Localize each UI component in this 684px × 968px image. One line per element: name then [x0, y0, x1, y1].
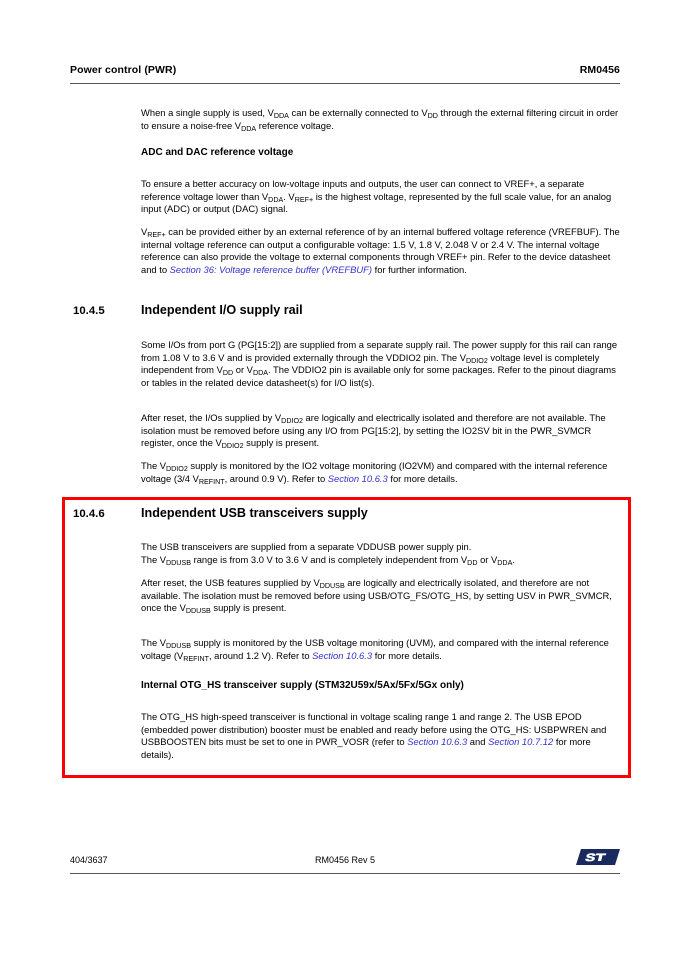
text-run: can be externally connected to V	[288, 107, 428, 119]
text-run: supply is present.	[243, 437, 320, 449]
text-run: voltage level is completely independent from V	[141, 351, 600, 376]
section-title: Independent USB transceivers supply	[141, 506, 368, 520]
text-run: and	[467, 736, 489, 748]
link-section-36-vrefbuf[interactable]: Section 36: Voltage reference buffer (VREFBUF)	[169, 263, 373, 275]
text-run: After reset, the USB features supplied by V	[141, 577, 320, 589]
paragraph-io-monitoring	[141, 460, 620, 485]
subscript: DDIO2	[221, 442, 244, 451]
text-run: . V	[283, 190, 295, 202]
subscript: DDA	[497, 558, 513, 567]
paragraph-vrefbuf	[141, 226, 620, 276]
text-run: supply is present.	[210, 602, 287, 614]
subscript: DDA	[273, 112, 289, 121]
heading-adc-dac-reference-voltage: ADC and DAC reference voltage	[141, 147, 294, 158]
subscript: DDIO2	[281, 417, 303, 426]
paragraph-usb-monitoring	[141, 637, 620, 662]
text-run: , around 0.9 V). Refer to	[224, 472, 328, 484]
link-section-10-7-12[interactable]: Section 10.7.12	[488, 736, 554, 748]
text-run: are logically and electrically isolated, and therefore are not available. The isolation must be removed before using USB/OTG_FS/OTG_HS, by setting USV in PWR_SVMCR, once the V	[141, 577, 612, 614]
text-run: or V	[477, 553, 498, 565]
text-run: for more details.	[372, 649, 442, 661]
header-chapter-title: Power control (PWR)	[70, 64, 177, 76]
text-run: , around 1.2 V). Refer to	[208, 649, 313, 661]
footer-document-revision: RM0456 Rev 5	[314, 855, 376, 865]
subscript: DDIO2	[166, 465, 188, 474]
subscript: DD	[467, 558, 478, 567]
text-run: To ensure a better accuracy on low-voltage inputs and outputs, the user can connect to VREF+, a separate reference voltage lower than V	[141, 178, 585, 202]
text-run: . The VDDIO2 pin is available only for some packages. Refer to the pinout diagrams or tables in the related device datasheet(s) for I/O list(s).	[141, 364, 616, 388]
text-run: for more details).	[141, 736, 591, 760]
link-section-10-6-3[interactable]: Section 10.6.3	[407, 736, 468, 748]
subscript: REFINT	[183, 654, 209, 663]
paragraph-io-supply-rail	[141, 339, 620, 389]
text-run: can be provided either by an external reference of by an internal buffered voltage reference (VREFBUF). The internal voltage reference can output a configurable voltage: 1.5 V, 1.8 V, 2.048 V or 2.4 V. The internal voltage reference can also provide the voltage to external components through VREF+ pin. Refer to the device datasheet and to	[141, 226, 620, 275]
subscript: DDA	[241, 124, 257, 133]
subscript: DDUSB	[319, 582, 345, 591]
text-run: for more details.	[387, 472, 458, 484]
text-run: supply is monitored by the USB voltage monitoring (UVM), and compared with the internal reference voltage (V	[141, 637, 609, 661]
section-title: Independent I/O supply rail	[141, 303, 303, 317]
text-run: reference voltage.	[256, 119, 334, 131]
paragraph-io-isolation	[141, 412, 620, 449]
text-run: for further information.	[372, 263, 467, 275]
text-run: When a single supply is used, V	[141, 107, 274, 119]
subscript: REF+	[147, 231, 166, 240]
text-run: or V	[233, 364, 253, 376]
text-run: supply is monitored by the IO2 voltage monitoring (IO2VM) and compared with the internal reference voltage (3/4 V	[141, 460, 608, 484]
subscript: REFINT	[198, 477, 225, 486]
subscript: DDUSB	[185, 607, 211, 616]
paragraph-vref-accuracy	[141, 178, 620, 215]
subscript: DDUSB	[166, 642, 191, 651]
text-run: The OTG_HS high-speed transceiver is functional in voltage scaling range 1 and range 2. The USB EPOD (embedded power distribution) booster must be enabled and ready before using the OTG_HS: USBPWREN and USBBOOSTEN bits must be set to one in PWR_VOSR (refer to	[141, 711, 607, 748]
section-heading-10-4-6	[73, 505, 633, 522]
text-run: through the external filtering circuit in order to ensure a noise-free V	[141, 107, 619, 131]
section-heading-10-4-5	[73, 302, 633, 319]
subscript: DDA	[268, 195, 284, 204]
paragraph-usb-isolation	[141, 577, 620, 614]
paragraph-otg-hs	[141, 711, 620, 761]
text-run: range is from 3.0 V to 3.6 V and is completely independent from V	[190, 553, 468, 565]
text-run: is the highest voltage, represented by the full scale value, for an analog input (ADC) or output (DAC) signal.	[141, 190, 612, 215]
paragraph-single-supply	[141, 107, 620, 132]
heading-internal-otg-hs-transceiver-supply: Internal OTG_HS transceiver supply (STM32U59x/5Ax/5Fx/5Gx only)	[141, 680, 464, 691]
subscript: DDUSB	[166, 558, 191, 567]
text-run: .	[512, 553, 515, 565]
link-section-10-6-3[interactable]: Section 10.6.3	[312, 649, 373, 661]
header-divider	[70, 83, 620, 84]
footer-page-number: 404/3637	[70, 855, 108, 865]
text-run: The V	[141, 460, 167, 472]
subscript: REF+	[294, 195, 314, 204]
text-run: The USB transceivers are supplied from a separate VDDUSB power supply pin.	[141, 541, 472, 553]
subscript: DDA	[252, 369, 268, 378]
paragraph-usb-supply	[141, 541, 620, 566]
subscript: DD	[427, 112, 438, 121]
st-logo	[575, 848, 621, 872]
text-run: are logically and electrically isolated and therefore are not available. The isolation must be removed before using any I/O from PG[15:2], by setting the IO2SV bit in the PWR_SVMCR register, once the V	[141, 412, 606, 449]
section-number: 10.4.5	[73, 305, 105, 317]
text-run: The V	[141, 553, 167, 565]
text-run: Some I/Os from port G (PG[15:2]) are supplied from a separate supply rail. The power supply for this rail can range from 1.08 V to 3.6 V and is provided externally through the VDDIO2 pin. The V	[141, 339, 618, 363]
text-run: V	[141, 226, 148, 238]
subscript: DD	[222, 369, 234, 378]
section-number: 10.4.6	[73, 508, 105, 520]
header-document-id: RM0456	[579, 64, 620, 76]
text-run: After reset, the I/Os supplied by V	[141, 412, 282, 424]
page-header	[70, 64, 620, 76]
link-section-10-6-3[interactable]: Section 10.6.3	[327, 472, 388, 484]
subscript: DDIO2	[466, 356, 488, 365]
text-run: The V	[141, 637, 167, 649]
footer-divider	[70, 873, 620, 874]
